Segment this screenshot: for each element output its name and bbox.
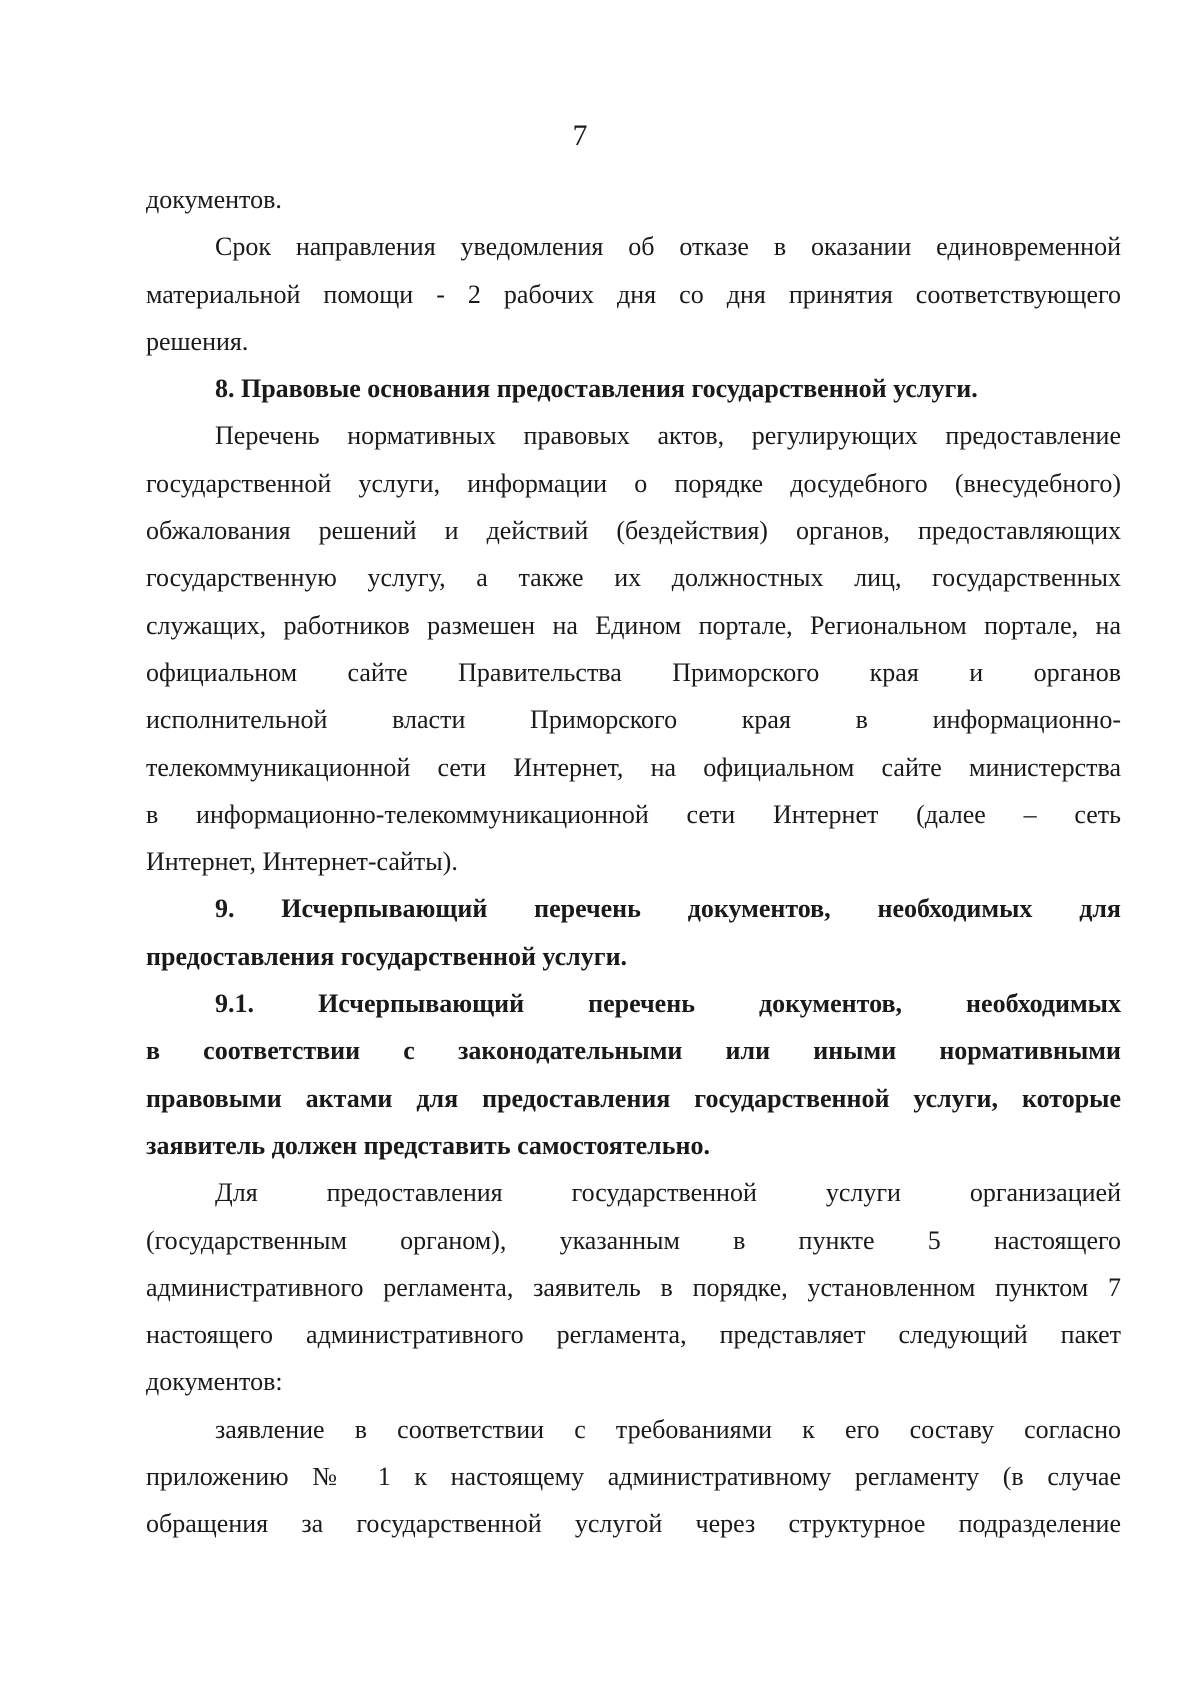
text-line: административного регламента, заявитель в порядке, установленном пунктом 7 [146, 1272, 1121, 1302]
heading-line: 9. Исчерпывающий перечень документов, необходимых для [215, 894, 1121, 924]
text-line: в информационно-телекоммуникационной сети Интернет (далее – сеть [146, 799, 1121, 829]
section-heading-9-1 [146, 980, 1121, 1169]
text-line: государственную услугу, а также их должностных лиц, государственных [146, 563, 1121, 593]
text-line: (государственным органом), указанным в пункте 5 настоящего [146, 1225, 1121, 1255]
text-line: Перечень нормативных правовых актов, регулирующих предоставление [215, 421, 1121, 451]
heading-line: правовыми актами для предоставления государственной услуги, которые [146, 1083, 1121, 1113]
paragraph-documents-package [146, 1169, 1121, 1405]
heading-line: предоставления государственной услуги. [146, 941, 628, 971]
paragraph-application [146, 1406, 1121, 1548]
text-line: Срок направления уведомления об отказе в оказании единовременной [215, 232, 1121, 262]
paragraph-notice-deadline [146, 223, 1121, 365]
text-line: исполнительной власти Приморского края в информационно- [146, 705, 1121, 735]
text-line: государственной услуги, информации о порядке досудебного (внесудебного) [146, 468, 1121, 498]
paragraph-legal-acts [146, 412, 1121, 885]
section-heading-9 [146, 885, 1121, 980]
heading-line: 9.1. Исчерпывающий перечень документов, необходимых [215, 989, 1121, 1019]
heading-line: заявитель должен представить самостоятельно. [146, 1130, 710, 1160]
heading-line: 8. Правовые основания предоставления государственной услуги. [215, 374, 978, 404]
text-line: Интернет, Интернет-сайты). [146, 847, 458, 877]
text-line: Для предоставления государственной услуги организацией [215, 1178, 1121, 1208]
text-line: официальном сайте Правительства Приморского края и органов [146, 657, 1121, 687]
text-line: решения. [146, 326, 249, 356]
text-line: материальной помощи - 2 рабочих дня со дня принятия соответствующего [146, 279, 1121, 309]
text-line: обжалования решений и действий (бездействия) органов, предоставляющих [146, 516, 1121, 546]
section-heading-8 [146, 365, 1121, 412]
heading-line: в соответствии с законодательными или иными нормативными [146, 1036, 1121, 1066]
text-line: документов. [146, 185, 282, 214]
text-line: служащих, работников размешен на Едином портале, Региональном портале, на [146, 610, 1121, 640]
text-line: приложению № 1 к настоящему административному регламенту (в случае [146, 1462, 1121, 1492]
text-line: телекоммуникационной сети Интернет, на официальном сайте министерства [146, 752, 1121, 782]
page-number: 7 [572, 119, 588, 152]
text-line: обращения за государственной услугой через структурное подразделение [146, 1509, 1121, 1539]
text-line: документов: [146, 1367, 283, 1397]
paragraph-continuation [146, 176, 1121, 223]
document-body [146, 176, 1121, 1548]
text-line: заявление в соответствии с требованиями к его составу согласно [215, 1414, 1121, 1444]
text-line: настоящего административного регламента, представляет следующий пакет [146, 1320, 1121, 1350]
